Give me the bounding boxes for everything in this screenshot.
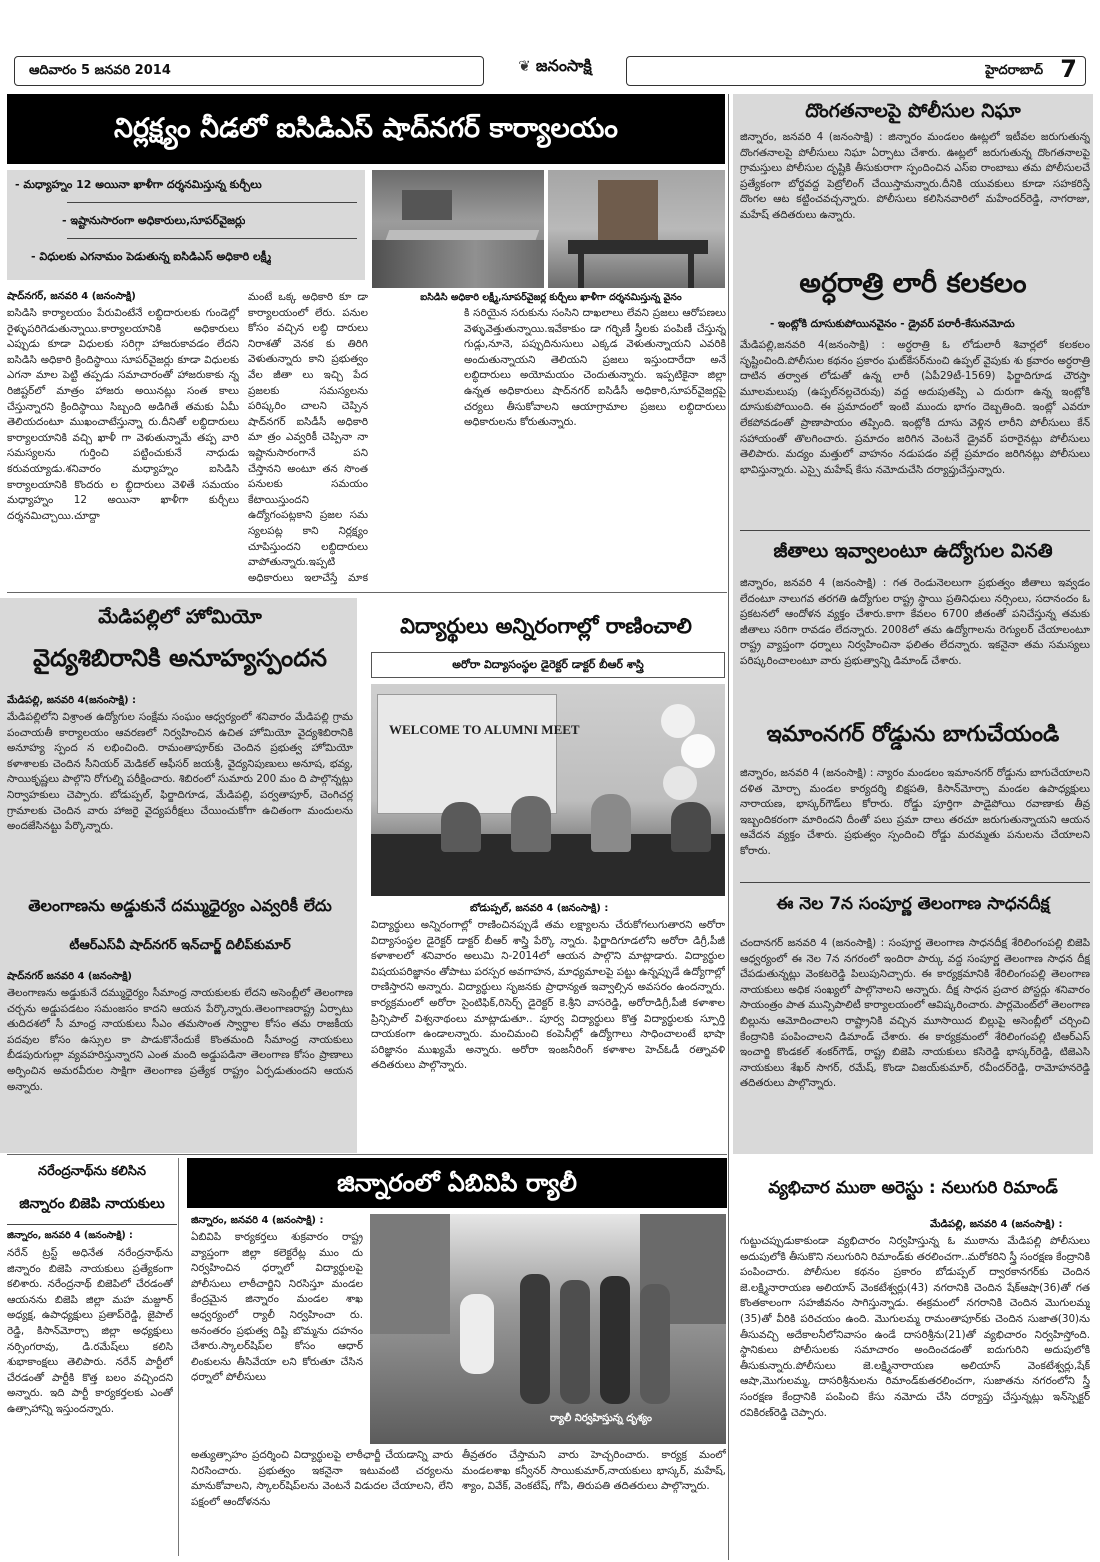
lead-body-col3: కి సరియైన సరుకును సంసిని దాఖలాలు లేవని ప్రజలు ఆరోపణలు వెళ్ళువెత్తుతున్నాయి.ఇవేకాకుం డా గర్భిణీ స్త్రీలకు పంపిణీ చేస్తున్న గుడ్లు,నూనె, పప్పుదినుసులు ఎక్కడ వెళుతున్నాయని ఎవరికి అందుతున్నాయని తెలియని ప్రజలు ఇస్తుందారేదా అనే లబ్ధిదారులు అయోమయం చెందుతున్నారు. ఇప్పటికైనా జిల్లా ఉన్నత అధికారులు షాద్‌నగర్ ఐసిడీసీ అధికారి,సూపర్‌వైజర్లపై చర్యలు తీసుకోవాలని ఆయాగ్రామాల ప్రజలు లబ్ధిదారులు అధికారులను కోరుతున్నారు. <box>464 307 726 429</box>
masthead <box>14 56 1086 88</box>
paper-name: జనంసాక్షి <box>535 56 592 75</box>
lead-headline: నిర్లక్ష్యం నీడలో ఐసిడిఎస్ షాద్‌నగర్ కార్యాలయం <box>114 113 618 144</box>
abvp-photo-caption: ర్యాలీ నిర్వహిస్తున్న దృశ్యం <box>550 1413 652 1424</box>
lead-body-col1: ఐసిడిసి కార్యాలయం పేరువింటేనే లబ్ధిదారులకు గుండెల్లో రైళ్ళుపరిగెడుతున్నాయి.కార్యాలయానికి అధికారులు ఎప్పుడు కూడా విధులకు సరిగ్గా హాజరుకావడం లేదని ఐసిడిసి అధికారి క్రిందిస్థాయి సూపర్‌వైజర్లు కూడా విధులకు ఎగనా మాల పెట్టి తప్పడు సమాచారంతో హాజరుకాకు న్న రిజిష్టర్‌లో మాత్రం హాజరు అయినట్లు సంత కాలు చేస్తున్నారని క్రిందిస్థాయి సిబ్బంది అడిగితే తమకు ఏమీ తెలియదంటూ ముఖంచాటేస్తున్నా రు.దీనితో లబ్ధిదారులు కార్యాలయానికి వచ్చి ఖాళీ గా వెళుతున్నామే తప్ప వారి సమస్యలను గుర్తించి పట్టించుకునే నాధుడు కరువయ్యాడు.శనివారం మధ్యాహ్నం ఐసిడిసి కార్యాలయానికి కొందరు ల బ్ధిదారులు వెళితే సమయం మధ్యాహ్నం 12 అయినా ఖాళీగా కుర్చీలు దర్శనమిచ్చాయి.చూద్దా <box>7 307 239 522</box>
office-photo-left-lower <box>372 240 544 288</box>
homeo-headline: వైద్యశిబిరానికి అనూహ్యస్పందన <box>32 644 328 672</box>
bjp-headline: జిన్నారం బిజెపి నాయకులు <box>19 1196 165 1212</box>
remand-body: గుట్టుచప్పుడుకాకుండా వ్యభిచారం నిర్వహిస్తున్న ఓ ముఠాను మేడిపల్లి పోలీసులు అదుపులోకి తీసుకొని నలుగురిని రిమాండ్‌కు తరలించగా..మరోకరిని స్త్రీ సంరక్షణ కేంద్రానికి పంపించారు. పోలీసుల కథనం ప్రకారం బోడుప్పల్ ద్వారకానగర్‌కు చెందిన జె.లక్ష్మినారాయణ అలియాస్ వెంకటేశ్వర్లు(43) నగరానికి చెందిన షేక్ఆషా(36)తో గత కొంతకాలంగా సహజీవనం సాగిస్తున్నాడు. ఈక్రమంలో నగరానికి చెందిన మొగులమ్మ (35)తో వీరికి పరిచయం ఉంది. మొగులమ్మ రామంతాపూర్‌కు చెందిన సుజాత(30)ను తీసువచ్చి అదేకాలనీలోనివాసం ఉండే దాసరిశ్రీను(21)తో వ్యభిచారం నిర్వహిస్తోంది. స్థానికులు పోలీసులకు సమాచారం అందించడంతో ఐదుగురిని అదుపులోకి తీసుకున్నారు.పోలీసులు జె.లక్ష్మినారాయణ అలియాస్ వెంకటేశ్వర్లు,షేక్ ఆషా,మొగులమ్మ, దాసరిశ్రీనులను రిమాండ్‌కుతరలించగా, సుజాతను నగరంలోని స్త్రీ సంరక్షణ కేంద్రానికి పంపించి కేసు నమోదు చేసి దర్యాప్తు చేస్తున్నట్లు ఇన్‌స్పెక్టర్ రవికిరణ్‌రెడ్డి చెప్పారు. <box>740 1235 1090 1419</box>
telangana-headline: తెలంగాణను అడ్డుకునే దమ్ముధైర్యం ఎవ్వరికీ లేదు <box>28 896 332 915</box>
lead-body-col2: మంటే ఒక్క అధికారి కూ డా కార్యాలయంలో లేరు. పనుల కోసం వచ్చిన లబ్ధి దారులు నిరాశతో వెనక కు తిరిగి వెళుతున్నారు కాని ప్రభుత్వం వేల జీతా లు ఇచ్చి పేద ప్రజలకు సమస్యలను పరిష్కరిం చాలని చెప్పిన షాద్‌నగర్ ఐసిడీసీ అధికారి మా త్రం ఎవ్వరికీ చెప్పినా నా ఇష్టానుసారంగానే పని చేస్తానని అంటూ తన సొంత పనులకు సమయం కేటాయిస్తుందని ఉద్యోగంపట్లకాని ప్రజల సమ స్యలపట్ల కాని నిర్లక్ష్యం చూపిస్తుందని లబ్ధిదారులు వాపోతున్నారు.ఇప్పటి అధికారులు ఇలాచేస్తే మాక <box>248 291 368 584</box>
deeksha-headline: ఈ నెల 7న సంపూర్ణ తెలంగాణ సాధనదీక్ష <box>776 894 1050 914</box>
alumni-banner: WELCOME TO ALUMNI MEET <box>389 722 580 737</box>
paper-logo <box>490 56 620 86</box>
homeo-kicker: మేడిపల్లిలో హోమియో <box>98 606 262 628</box>
abvp-headline: జిన్నారంలో ఏబివిపి ర్యాలీ <box>337 1169 577 1197</box>
masthead-city-box <box>626 56 1086 86</box>
lead-photo-caption: ఐసిడిసి అధికారి లక్ష్మీ,సూపర్‌వైజర్ల కుర్చీలు ఖాళీగా దర్శనమిస్తున్న వైనం <box>420 292 682 303</box>
bjp-body: నరేన్ ట్రస్ట్ అధినేత నరేంద్రనాథ్‌ను జిన్నారం బిజెపి నాయకులు ప్రత్యేకంగా కలిశారు. నరేంద్రనాథ్ బిజెపిలో చేరడంతో ఆయనను బిజెపి జిల్లా మహ మజ్దూర్ అధ్యక్ష, ఉపాధ్యక్షులు ప్రతాప్‌రెడ్డి, జైపాల్ రెడ్డి, కిసాన్‌మోర్చా జిల్లా అధ్యక్షులు నర్సింగరావు, డి.రమేష్‌లు కలిసి శుభాకాంక్షలు తెలిపారు. నరేన్ పార్టీలో చేరడంతో పార్టీకి కొత్త బలం వచ్చిందని అన్నారు. ఇది పార్టీ కార్యకర్తలకు ఎంతో ఉత్సాహాన్ని ఇస్తుందన్నారు. <box>7 1247 173 1415</box>
bjp-dateline: జిన్నారం, జనవరి 4 (జనంసాక్షి) : <box>7 1230 133 1241</box>
road-headline: ఇమాంనగర్ రోడ్డును బాగుచేయండి <box>766 722 1060 747</box>
lorry-headline: అర్ధరాత్రి లారీ కలకలం <box>799 268 1027 299</box>
remand-headline: వ్యభిచార ముఠా అరెస్టు : నలుగురి రిమాండ్ <box>768 1178 1058 1198</box>
lead-deck <box>7 170 365 280</box>
lead-dateline: షాద్‌నగర్, జనవరి 4 (జనంసాక్షి) <box>7 291 136 302</box>
salary-body: జిన్నారం, జనవరి 4 (జనంసాక్షి) : గత రెండునెలలుగా ప్రభుత్వం జీతాలు ఇవ్వడం లేదంటూ నాలుగవ తరగతి ఉద్యోగుల రాష్ట్ర స్థాయి ప్రతినిధులు నర్సింలు, సదానందం ఓ ప్రకటనలో ఆందోళన వ్యక్తం చేశారు.కాగా కేవలం 6700 జీతంతో పనిచేస్తున్న తమకు జీతాలు సరిగా రావడం లేదన్నారు. 2008లో తమ ఉద్యోగాలను రెగ్యులర్ చేయాలంటూ రాష్ట్ర వ్యాప్తంగా ధర్నాలు నిర్వహించినా ఫలితం లేదన్నారు. ఇకనైనా తమ సమస్యలు పరిష్కరించాలంటూ వారు ప్రభుత్వాన్ని డిమాండ్ చేశారు. <box>740 577 1090 667</box>
abvp-body-col3: తీవ్రతరం చేస్తామని వారు హెచ్చరించారు. కార్యక్ర మంలో మండలశాఖ కన్వీనర్ సాయికుమార్,నాయకులు భాస్కర్, మహేష్, శ్యాం, వివేక్, వెంకటేష్, గోపి, తిరుపతి తదితరులు పాల్గొన్నారు. <box>462 1449 726 1493</box>
alumni-sub-box <box>371 652 725 678</box>
deck-line-3: - విధులకు ఎగనామం పెడుతున్న ఐసిడిఎస్ అధికారి లక్ష్మీ <box>31 250 272 263</box>
homeo-dateline: మేడిపల్లి, జనవరి 4(జనంసాక్షి) : <box>7 695 137 706</box>
telangana-dateline: షాద్‌నగర్ జనవరి 4 (జనంసాక్షి) <box>7 971 132 982</box>
alumni-headline: విద్యార్థులు అన్నిరంగాల్లో రాణించాలి <box>400 614 692 638</box>
masthead-date-box <box>14 56 484 86</box>
remand-dateline: మేడిపల్లి, జనవరి 4 (జనంసాక్షి) : <box>930 1219 1063 1230</box>
alumni-dateline: బోడుప్పల్, జనవరి 4 (జనంసాక్షి) : <box>470 903 609 914</box>
abvp-headline-bar <box>187 1158 727 1208</box>
salary-headline: జీతాలు ఇవ్వాలంటూ ఉద్యోగుల వినతి <box>773 540 1053 562</box>
abvp-dateline: జిన్నారం, జనవరి 4 (జనంసాక్షి) : <box>191 1215 324 1226</box>
issue-date: ఆదివారం 5 జనవరి 2014 <box>29 63 171 78</box>
homeo-body: మేడిపల్లిలోని విశ్రాంత ఉద్యోగుల సంక్షేమ సంఘం ఆధ్వర్యంలో శనివారం మేడిపల్లి గ్రామ పంచాయతీ కార్యాలయం ఆవరణలో నిర్వహించిన ఉచిత హోమియో వైద్యశిబిరానికి అనూహ్య స్పంద న లభించింది. రామంతాపూర్‌కు చెందిన ప్రభుత్వ హోమియో కళాశాలకు చెందిన సీనియర్ మెడికల్ ఆఫీసర్ జయశ్రీ, వైద్యనిపుణులు అనూష, భవ్య, సాయికృష్ణలు పాల్గొని రోగుల్ని పరీక్షించారు. శిబిరంలో సుమారు 200 మం ది పాల్గొన్నట్లు నిర్వాహకులు చెప్పారు. బోడుప్పల్, ఫిర్జాదిగూడ, మేడిపల్లి, పర్వతాపూర్, చెంగిచర్ల గ్రామాలకు చెందిన వారు హాజరై వైద్యపరీక్షలు చేయించుకోగా ఉచితంగా మందులను అందజేసినట్టు పేర్కొన్నారు. <box>7 711 353 833</box>
abvp-body-col2: అత్యుత్సాహం ప్రదర్శించి విద్యార్థులపై లాఠీఛార్జీ చేయడాన్ని వారు నిరసించారు. ప్రభుత్వం ఇకనైనా ఇటువంటి చర్యలను మానుకోవాలని, స్కాలర్‌షిప్‌లను వెంటనే విడుదల చేయాలని, లేని పక్షంలో ఆందోళనను <box>191 1449 453 1508</box>
telangana-body: తెలంగాణను అడ్డుకునే దమ్ముధైర్యం సీమాంధ్ర నాయకులకు లేదని అసెంబ్లీలో తెలంగాణ చర్చను అడ్డుపడటం సమంజసం కాదని ఆయన పేర్కొన్నారు.తెలంగాణరాష్ట్ర ఏర్పాటు తుదిదశలో సీ మాంధ్ర నాయకులు సీఎం తమసొంత స్వార్థాల కోసం తమ రాజకీయ పదవుల కోసం ఉస్సుల కా పాడుకొనేందుకే కొంతమంది సీమాంధ్ర నాయకులు బీడపురుగుల్లా వ్యవహరిస్తున్నారని ఎంత మంది అడ్డుపడినా తెలంగాణ కోసం ప్రాణాలు అర్పించిన అమరవీరుల సాక్షిగా తెలంగాణ ప్రత్యేక రాష్ట్రం ఏర్పడుతుందని ఆయన అన్నారు. <box>7 987 353 1093</box>
abvp-body-col1: ఏబివిపి కార్యకర్తలు శుక్రవారం రాష్ట్ర వ్యాప్తంగా జిల్లా కలెక్టరేట్ల ముం దు నిర్వహించిన ధర్నాలో విద్యార్థులపై పోలీసులు లాఠీచార్జిని నిరసిస్తూ మండల కేంద్రమైన జిన్నారం మండల శాఖ ఆధ్వర్యంలో ర్యాలీ నిర్వహించా రు. అనంతరం ప్రభుత్వ దిష్టి బొమ్మను దహనం చేశారు.స్కాలర్‌షిప్‌ల కోసం ఆధార్ లింకులను తీసివేయా లని కోరుతూ చేసిన ధర్నాలో పోలీసులు <box>191 1231 363 1384</box>
deeksha-body: చందానగర్ జనవరి 4 (జనంసాక్షి) : సంపూర్ణ తెలంగాణ సాధనదీక్ష శేరిలింగంపల్లి బిజెపి ఆధ్వర్యంలో ఈ నెల 7న నగరంలో ఇందిరా పార్కు వద్ద సంపూర్ణ తెలంగాణ సాధన దీక్ష చేపడుతున్నట్లు వెంకటరెడ్డి పిలుపునిచ్చారు. ఈ కార్యక్రమానికి శేరిలింగంపల్లి తెలంగాణ నాయకులు అధిక సంఖ్యలో పాల్గొనాలని అన్నారు. దీక్ష సాధన ప్రచార పోస్టర్లు శనివారం సాయంత్రం పాత మున్సిపాలిటీ కార్యాలయంలో ఆవిష్కరించారు. పార్లమెంట్‌లో తెలంగాణ బిల్లును ఆమోదించాలని రాష్ట్రానికి వచ్చిన మూసాయిద బిల్లుపై అసెంబ్లీలో చర్చించి కేంద్రానికి పంపించాలని డిమాండ్ చేశారు. ఈ కార్యక్రమంలో శేరిలింగంపల్లి టిఆర్ఎస్ ఇంచార్జి కొండకల్ శంకర్‌గౌడ్, రాష్ట్ర బిజెపి నాయకులు కసిరెడ్డి భాస్కర్‌రెడ్డి, టిజెఎసి నాయకులు శేఖర్ సాగర్, రమేష్, కొండా విజయ్‌కుమార్, రవీందర్‌రెడ్డి, రామోహనరెడ్డి తదితరులు పాల్గొన్నారు. <box>740 937 1090 1090</box>
lorry-deck: - ఇంట్లోకి దూసుకుపోయినవైనం - డ్రైవర్ పరారీ-కేసునమోదు <box>770 318 1015 330</box>
deck-line-2: - ఇష్టానుసారంగా అధికారులు,సూపర్‌వైజర్లు <box>62 214 246 227</box>
alumni-photo <box>371 684 725 896</box>
page-number: 7 <box>1060 55 1077 83</box>
bjp-kicker: నరేంద్రనాథ్‌ను కలిసిన <box>37 1164 146 1179</box>
deck-line-1: - మధ్యాహ్నం 12 అయినా ఖాళీగా దర్శనమిస్తున్న కుర్చీలు <box>15 178 262 191</box>
logo-leaf-icon: ❦ <box>518 57 531 75</box>
alumni-sub: అరోరా విద్యాసంస్థల డైరెక్టర్ డాక్టర్ బీఆర్ శాస్త్రి <box>452 658 644 671</box>
road-body: జిన్నారం, జనవరి 4 (జనంసాక్షి) : న్యారం మండలం ఇమాంనగర్ రోడ్డును బాగుచేయాలని దళిత మోర్చా మండల కార్యదర్శి బిక్షపతి, కిసాన్‌మోర్చా మండల ఉపాధ్యక్షులు నారాయణ, భాస్కర్‌గౌడ్‌లు కోరారు. రోడ్డు పూర్తిగా పాడైపోయి రవాణాకు తీవ్ర ఇబ్బందికరంగా మారిందని దీంతో పలు ప్రమా దాలు తరచూ జరుగుతున్నాయని ఆయన ఆవేదన వ్యక్తం చేశారు. ప్రభుత్వం స్పందించి రోడ్డు మరమ్మతు పనులను చేయాలని కోరారు. <box>740 767 1090 857</box>
abvp-rally-photo <box>370 1214 726 1444</box>
lead-headline-bar <box>7 94 725 164</box>
police-body: జిన్నారం, జనవరి 4 (జనంసాక్షి) : జిన్నారం మండలం ఊట్లలో ఇటీవల జరుగుతున్న దొంగతనాలపై పోలీసులు నిఘా ఏర్పాటు చేశారు. ఊట్లలో జరుగుతున్న దొంగతనాలపై గ్రామస్తులు పోలీసుల దృష్టికి తీసుకురాగా స్పందించిన ఎస్‌ఐ రాంబాబు తమ పోలీసులచే ప్రత్యేకంగా బోర్డవద్ద పెట్రోలింగ్ చేయిస్తామన్నారు.దీనికి యువకులు కూడా సహకరిస్తే దొంగల ఆట కట్టించవచ్చన్నారు. పోలీసులు కలిసినవారిలో మహేందర్‌రెడ్డి, నాగరాజు, మహేష్ తదితరులు ఉన్నారు. <box>740 131 1090 221</box>
police-headline: దొంగతనాలపై పోలీసుల నిఘా <box>805 100 1021 122</box>
alumni-body: విద్యార్థులు అన్నిరంగాల్లో రాణించినప్పుడే తమ లక్ష్యాలను చేరుకోగలుగుతారని అరోరా విద్యాసంస్థల డైరెక్టర్ డాక్టర్ బీఆర్ శాస్త్రి పేర్కొ న్నారు. ఫిర్జాదిగూడలోని అరోరా డిగ్రీ,పీజీ కళాశాలలో శనివారం అలుమి ని-2014లో ఆయన పాల్గొని మాట్లాడారు. విద్యార్థుల విషయపరిజ్ఞానం తోపాటు పరస్పర అవగాహన, మాధ్యమాలపై పట్టు ఉన్నప్పుడే ఉద్యోగాల్లో రాణిస్తారని అన్నారు. విద్యార్థులు సృజనకు ప్రాధాన్యత ఇవ్వాల్సిన అవసరం ఉందన్నారు. కార్యక్రమంలో అరోరా సైంటిఫిక్,రిసెర్చ్ డైరెక్టర్ కె.శ్రీని వాసరెడ్డి, అరోరాడిగ్రీ,పీజీ కళాశాల ప్రిన్సిపాల్ విశ్వనాథంలు మాట్లాడుతూ.. పూర్వ విద్యార్థులు కొత్త విద్యార్థులకు స్పూర్తి దాయకంగా ఉండాలన్నారు. మంచిమంచి కంపెనీల్లో ఉద్యోగాలు సాధించాలంటే భాషా పరిజ్ఞానం ముఖ్యమే అన్నారు. అరోరా ఇంజనీరింగ్ కళాశాల హెచ్ఓడీ రత్నావళి తదితరులు పాల్గొన్నారు. <box>371 919 725 1072</box>
lorry-body: మేడిపల్లి,జనవరి 4(జనంసాక్షి) : అర్ధరాత్రి ఓ లోడులారీ శివార్లలో కలకలం సృష్టించింది.పోలీసుల కథనం ప్రకారం ఘట్‌కేసర్‌నుంచి ఉప్పల్ వైపుకు శు క్రవారం అర్ధరాత్రి దాటిన తర్వాత లోడుతో ఉన్న లారీ (ఏపీ29టీ-1569) ఫిర్జాదిగూడ చౌరస్తా మూలమలుపు (ఉప్పల్‌నల్లచెరువు) వద్ద అదుపుతప్పి ఎ దురుగా ఉన్న ఇంట్లోకి దూసుకుపోయింది. ఈ ప్రమాదంలో ఇంటి ముందు భాగం దెబ్బతింది. ఇంట్లో ఎవరూ లేకపోవడంతో ప్రాణాపాయం తప్పింది. ఇంట్లోకి దూసు వెళ్లిన లారీని పోలీసులు కేన్ సహాయంతో తొలగించారు. ప్రమాదం జరిగిన వెంటనే డ్రైవర్ పరారైనట్లు పోలీసులు తెలిపారు. మద్యం మత్తులో వాహనం నడుపడం వల్లే ప్రమాదం జరిగినట్లు పోలీసులు భావిస్తున్నారు. ఎస్సై మహేష్ కేసు నమోదుచేసి దర్యాప్తుచేస్తున్నారు. <box>740 339 1090 476</box>
bjp-box <box>7 1158 179 1556</box>
telangana-sub: టీఆర్ఎస్‌వీ షాద్‌నగర్ ఇన్‌చార్జ్ దిలీప్‌కుమార్ <box>69 938 291 953</box>
office-photo-right <box>548 170 725 288</box>
city-name: హైదరాబాద్ <box>985 63 1043 78</box>
